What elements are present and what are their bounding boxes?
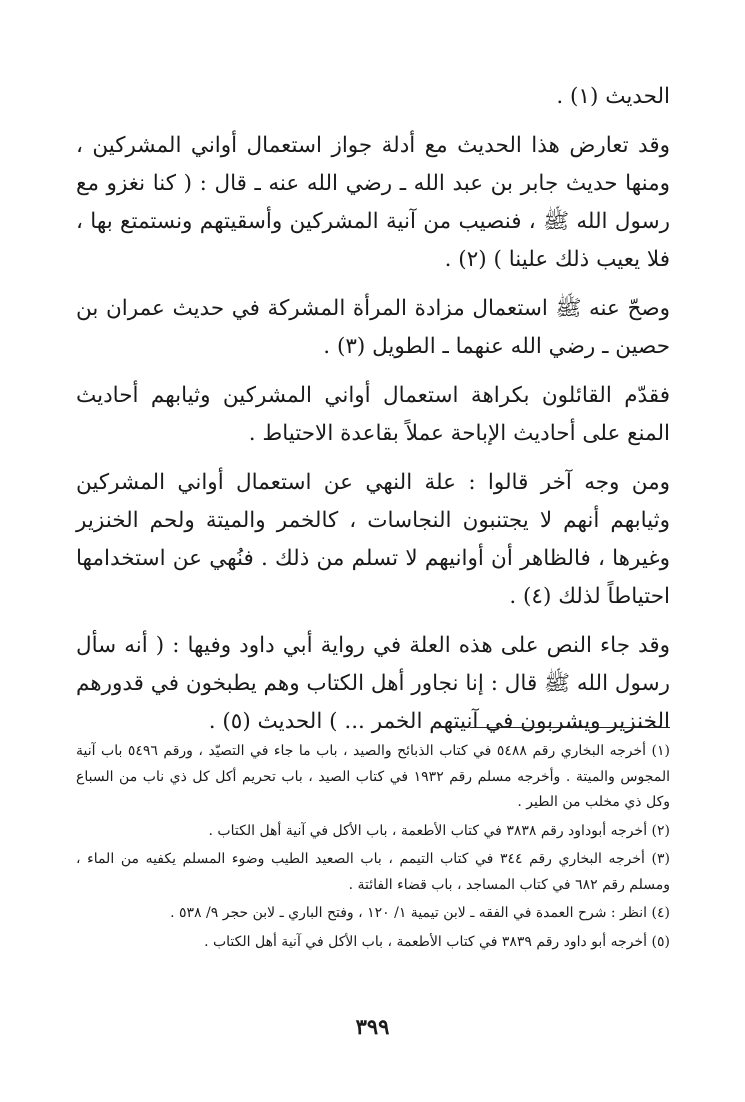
main-text xyxy=(76,78,670,752)
footnote-divider xyxy=(470,727,670,728)
paragraph-2: وقد تعارض هذا الحديث مع أدلة جواز استعمال أواني المشركين ، ومنها حديث جابر بن عبد الله ـ رضي الله عنه ـ قال : ( كنا نغزو مع رسول الله ﷺ ، فنصيب من آنية المشركين وأسقيتهم ونستمتع بها ، فلا يعيب ذلك علينا ) (٢) . xyxy=(76,133,670,272)
footnote-5: (٥) أخرجه أبو داود رقم ٣٨٣٩ في كتاب الأطعمة ، باب الأكل في آنية أهل الكتاب . xyxy=(204,933,670,950)
footnote-2: (٢) أخرجه أبوداود رقم ٣٨٣٨ في كتاب الأطعمة ، باب الأكل في آنية أهل الكتاب . xyxy=(208,822,670,839)
paragraph-3: وصحّ عنه ﷺ استعمال مزادة المرأة المشركة في حديث عمران بن حصين ـ رضي الله عنهما ـ الطويل (٣) . xyxy=(76,296,670,359)
footnotes xyxy=(76,739,670,958)
paragraph-1: الحديث (١) . xyxy=(556,84,670,109)
paragraph-5: ومن وجه آخر قالوا : علة النهي عن استعمال أواني المشركين وثيابهم أنهم لا يجتنبون النجاسات ، كالخمر والميتة ولحم الخنزير وغيرها ، فالظاهر أن أوانيهم لا تسلم من ذلك . فنُهي عن استخدامها احتياطاً لذلك (٤) . xyxy=(76,470,670,609)
footnote-4: (٤) انظر : شرح العمدة في الفقه ـ لابن تيمية ١/ ١٢٠ ، وفتح الباري ـ لابن حجر ٩/ ٥٣٨ . xyxy=(170,905,670,921)
page-number: ٣٩٩ xyxy=(355,1014,390,1039)
paragraph-4: فقدّم القائلون بكراهة استعمال أواني المشركين وثيابهم أحاديث المنع على أحاديث الإباحة عملاً بقاعدة الاحتياط . xyxy=(76,383,670,446)
paragraph-6: وقد جاء النص على هذه العلة في رواية أبي داود وفيها : ( أنه سأل رسول الله ﷺ قال : إنا نجاور أهل الكتاب وهم يطبخون في قدورهم الخنزير ويشربون في آنيتهم الخمر ... ) الحديث (٥) . xyxy=(75,633,670,734)
footnote-1: (١) أخرجه البخاري رقم ٥٤٨٨ في كتاب الذبائح والصيد ، باب ما جاء في التصيّد ، ورقم ٥٤٩٦ باب آنية المجوس والميتة . وأخرجه مسلم رقم ١٩٣٢ في كتاب الصيد ، باب تحريم أكل كل ذي ناب من السباع وكل ذي مخلب من الطير . xyxy=(76,743,671,810)
footnote-3: (٣) أخرجه البخاري رقم ٣٤٤ في كتاب التيمم ، باب الصعيد الطيب وضوء المسلم يكفيه من الماء ، ومسلم رقم ٦٨٢ في كتاب المساجد ، باب قضاء الفائتة . xyxy=(76,851,670,893)
